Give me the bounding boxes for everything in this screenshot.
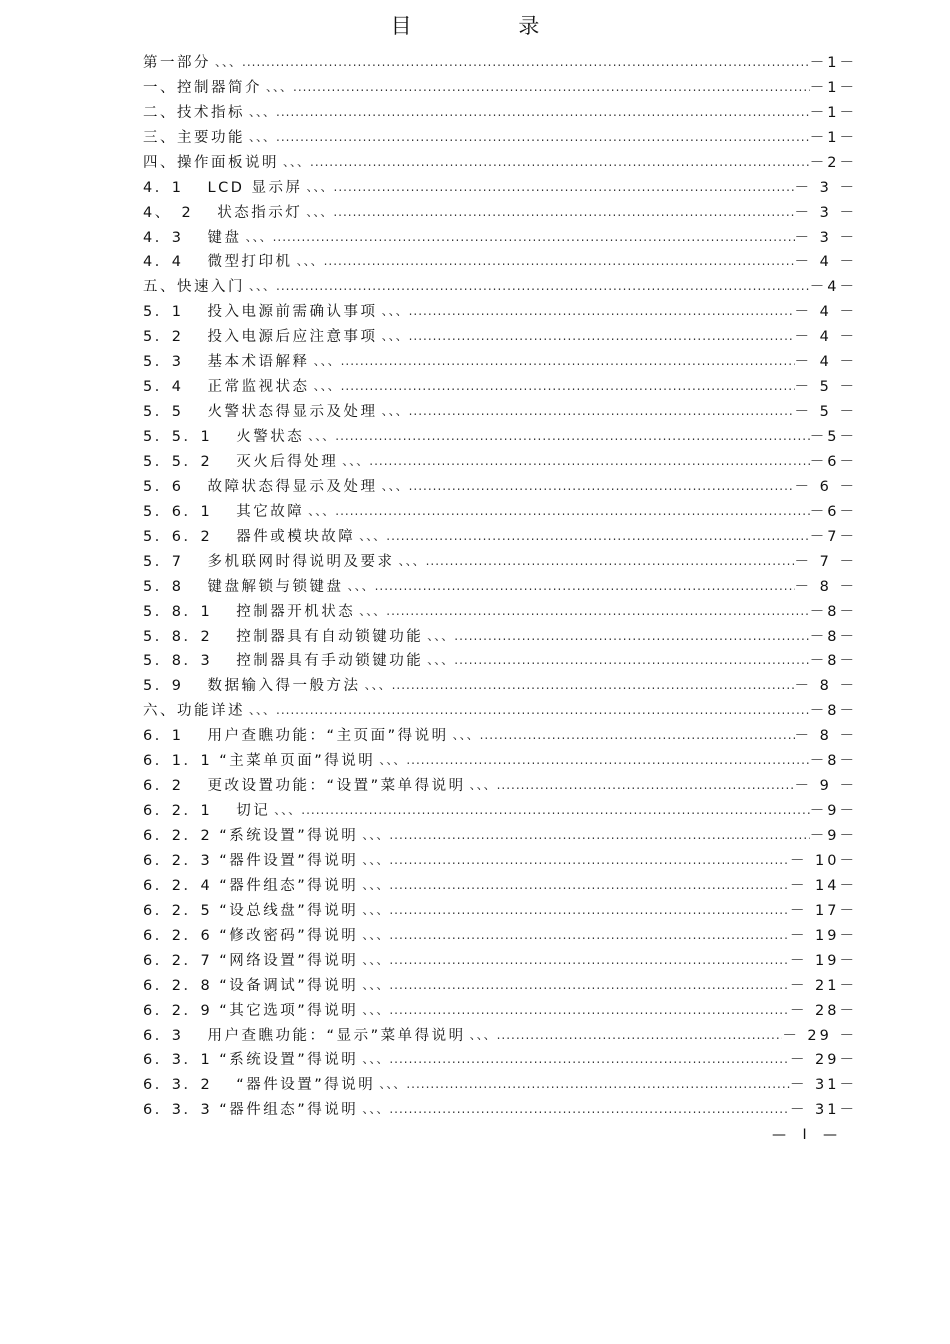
toc-entry[interactable] (143, 772, 863, 797)
toc-dot-leader (293, 252, 795, 269)
page-footer-number: — I — (772, 1127, 844, 1143)
toc-dot-leader (378, 327, 795, 344)
toc-entry[interactable] (143, 423, 863, 448)
toc-dot-leader (423, 627, 809, 644)
toc-entry-page: － 4 － (794, 254, 857, 271)
toc-entry-page: －6－ (809, 503, 857, 520)
toc-entry-page: － 4 － (794, 354, 857, 371)
toc-entry[interactable] (143, 149, 863, 174)
toc-entry-label: 第一部分 (143, 54, 211, 71)
toc-entry-label: 6．2．8 “设备调试”得说明 (143, 977, 359, 994)
toc-dot-leader (270, 801, 809, 818)
toc-dot-leader (358, 951, 790, 968)
toc-entry-page: － 7 － (794, 553, 857, 570)
toc-entry-label: 6．2．4 “器件组态”得说明 (143, 877, 359, 894)
toc-entry[interactable] (143, 1096, 863, 1121)
toc-entry-label: 四、操作面板说明 (143, 154, 279, 171)
toc-entry-page: － 4 － (794, 304, 857, 321)
toc-entry[interactable] (143, 49, 863, 74)
toc-entry[interactable] (143, 598, 863, 623)
table-of-contents (143, 49, 863, 1121)
toc-entry[interactable] (143, 249, 863, 274)
toc-dot-leader (242, 228, 795, 245)
toc-entry[interactable] (143, 498, 863, 523)
toc-entry-page: －2－ (809, 154, 857, 171)
toc-dot-leader (302, 203, 794, 220)
toc-entry[interactable] (143, 373, 863, 398)
toc-entry[interactable] (143, 747, 863, 772)
toc-dot-leader (358, 926, 790, 943)
toc-entry-page: －1－ (809, 54, 857, 71)
toc-entry-label: 5．5．1 火警状态 (143, 429, 305, 446)
toc-entry-label: 5．6．2 器件或模块故障 (143, 528, 356, 545)
toc-entry-page: － 5 － (794, 379, 857, 396)
toc-entry-page: － 5 － (794, 404, 857, 421)
toc-entry-page: － 9 － (794, 778, 857, 795)
toc-dot-leader (375, 1075, 790, 1092)
toc-entry[interactable] (143, 1071, 863, 1096)
toc-entry-label: 6．3．2 “器件设置”得说明 (143, 1077, 376, 1094)
toc-entry-label: 4、 2 状态指示灯 (143, 204, 303, 221)
toc-entry-page: －8－ (809, 603, 857, 620)
toc-entry-page: － 6 － (794, 478, 857, 495)
toc-dot-leader (358, 1100, 790, 1117)
toc-entry-label: 4．4 微型打印机 (143, 254, 293, 271)
toc-entry[interactable] (143, 972, 863, 997)
toc-entry-page: － 8 － (794, 578, 857, 595)
toc-dot-leader (378, 477, 795, 494)
toc-dot-leader (211, 53, 810, 70)
toc-entry-label: 5．9 数据输入得一般方法 (143, 678, 361, 695)
toc-entry-label: 6．2．5 “设总线盘”得说明 (143, 902, 359, 919)
toc-dot-leader (358, 851, 790, 868)
toc-entry-page: －5－ (809, 429, 857, 446)
toc-dot-leader (466, 1026, 783, 1043)
toc-entry-label: 三、主要功能 (143, 129, 245, 146)
toc-entry-label: 5．4 正常监视状态 (143, 379, 310, 396)
toc-entry-page: － 28－ (789, 1002, 857, 1019)
toc-dot-leader (245, 103, 810, 120)
toc-entry-page: － 21－ (789, 977, 857, 994)
toc-entry-page: －9－ (809, 828, 857, 845)
toc-entry-page: － 8 － (794, 678, 857, 695)
toc-entry-label: 5．8．1 控制器开机状态 (143, 603, 356, 620)
toc-dot-leader (310, 377, 795, 394)
toc-dot-leader (245, 277, 810, 294)
toc-entry-label: 二、技术指标 (143, 104, 245, 121)
toc-entry-label: 6．1．1 “主菜单页面”得说明 (143, 753, 376, 770)
toc-entry-page: － 3 － (794, 229, 857, 246)
toc-dot-leader (361, 676, 795, 693)
toc-entry[interactable] (143, 323, 863, 348)
toc-entry[interactable] (143, 523, 863, 548)
toc-dot-leader (304, 502, 809, 519)
toc-entry-label: 6．1 用户查瞧功能：“主页面”得说明 (143, 728, 449, 745)
toc-entry-page: － 10－ (789, 852, 857, 869)
toc-entry[interactable] (143, 623, 863, 648)
toc-dot-leader (338, 452, 809, 469)
toc-entry-label: 6．2．2 “系统设置”得说明 (143, 828, 359, 845)
toc-entry-label: 4．1 LCD 显示屏 (143, 179, 303, 196)
toc-entry-label: 一、控制器简介 (143, 79, 262, 96)
toc-entry-label: 6．3．3 “器件组态”得说明 (143, 1102, 359, 1119)
toc-entry-label: 5．3 基本术语解释 (143, 354, 310, 371)
toc-entry-label: 6．2．6 “修改密码”得说明 (143, 927, 359, 944)
toc-entry-page: － 29 － (782, 1027, 857, 1044)
toc-entry-label: 六、功能详述 (143, 703, 245, 720)
toc-entry-page: －9－ (809, 803, 857, 820)
toc-entry-page: － 31－ (789, 1077, 857, 1094)
toc-entry[interactable] (143, 797, 863, 822)
toc-dot-leader (279, 153, 810, 170)
toc-entry-label: 4．3 键盘 (143, 229, 242, 246)
toc-entry[interactable] (143, 74, 863, 99)
toc-dot-leader (358, 901, 790, 918)
toc-entry-label: 5．6 故障状态得显示及处理 (143, 478, 378, 495)
toc-dot-leader (304, 427, 809, 444)
toc-entry[interactable] (143, 1047, 863, 1072)
toc-dot-leader (358, 826, 809, 843)
toc-entry-label: 5．8 键盘解锁与锁键盘 (143, 578, 344, 595)
toc-entry-page: － 8 － (794, 728, 857, 745)
toc-entry-page: －8－ (809, 653, 857, 670)
toc-entry[interactable] (143, 448, 863, 473)
toc-dot-leader (344, 577, 795, 594)
toc-entry[interactable] (143, 672, 863, 697)
toc-entry[interactable] (143, 722, 863, 747)
toc-entry-page: － 19－ (789, 927, 857, 944)
toc-dot-leader (245, 128, 810, 145)
toc-entry-page: － 3 － (794, 204, 857, 221)
toc-entry-label: 6．2．1 切记 (143, 803, 271, 820)
toc-entry-page: －1－ (809, 129, 857, 146)
toc-entry[interactable] (143, 947, 863, 972)
toc-entry[interactable] (143, 897, 863, 922)
toc-dot-leader (423, 651, 809, 668)
toc-entry-page: －7－ (809, 528, 857, 545)
toc-entry[interactable] (143, 199, 863, 224)
toc-entry[interactable] (143, 697, 863, 722)
toc-dot-leader (378, 402, 795, 419)
toc-entry[interactable] (143, 473, 863, 498)
toc-entry-label: 5．5．2 灭火后得处理 (143, 453, 339, 470)
toc-dot-leader (358, 876, 790, 893)
toc-entry-label: 5．5 火警状态得显示及处理 (143, 404, 378, 421)
toc-entry-label: 五、快速入门 (143, 279, 245, 296)
toc-entry-page: － 29－ (789, 1052, 857, 1069)
toc-entry[interactable] (143, 348, 863, 373)
toc-entry-label: 6．2 更改设置功能：“设置”菜单得说明 (143, 778, 466, 795)
toc-entry-label: 5．6．1 其它故障 (143, 503, 305, 520)
toc-entry-page: －6－ (809, 453, 857, 470)
toc-dot-leader (310, 352, 795, 369)
toc-dot-leader (358, 1001, 790, 1018)
toc-entry-page: －1－ (809, 79, 857, 96)
toc-entry-label: 6．2．7 “网络设置”得说明 (143, 952, 359, 969)
toc-entry-page: － 19－ (789, 952, 857, 969)
toc-dot-leader (355, 527, 809, 544)
toc-entry[interactable] (143, 922, 863, 947)
toc-entry[interactable] (143, 847, 863, 872)
toc-entry-label: 5．1 投入电源前需确认事项 (143, 304, 378, 321)
toc-entry-page: －8－ (809, 753, 857, 770)
toc-entry[interactable] (143, 174, 863, 199)
toc-dot-leader (395, 552, 795, 569)
toc-entry-label: 6．2．9 “其它选项”得说明 (143, 1002, 359, 1019)
toc-entry-page: － 3 － (794, 179, 857, 196)
toc-entry[interactable] (143, 124, 863, 149)
toc-entry-label: 6．2．3 “器件设置”得说明 (143, 852, 359, 869)
toc-dot-leader (375, 751, 809, 768)
toc-entry[interactable] (143, 822, 863, 847)
toc-entry-page: －8－ (809, 628, 857, 645)
toc-entry-page: － 4 － (794, 329, 857, 346)
toc-entry-label: 5．8．2 控制器具有自动锁键功能 (143, 628, 424, 645)
toc-dot-leader (378, 302, 795, 319)
page-title: 目 录 (390, 14, 590, 38)
toc-dot-leader (355, 602, 809, 619)
toc-entry[interactable] (143, 298, 863, 323)
toc-entry-label: 6．3．1 “系统设置”得说明 (143, 1052, 359, 1069)
toc-entry-label: 6．3 用户查瞧功能：“显示”菜单得说明 (143, 1027, 466, 1044)
toc-entry[interactable] (143, 997, 863, 1022)
toc-entry-page: －4－ (809, 279, 857, 296)
toc-dot-leader (303, 178, 795, 195)
toc-entry-page: － 17－ (789, 902, 857, 919)
toc-entry[interactable] (143, 99, 863, 124)
toc-entry[interactable] (143, 1022, 863, 1047)
toc-entry[interactable] (143, 224, 863, 249)
toc-entry[interactable] (143, 273, 863, 298)
toc-dot-leader (262, 78, 810, 95)
toc-entry-page: － 31－ (789, 1102, 857, 1119)
toc-dot-leader (466, 776, 795, 793)
toc-entry[interactable] (143, 573, 863, 598)
toc-dot-leader (245, 701, 810, 718)
toc-dot-leader (358, 1050, 790, 1067)
toc-entry-label: 5．7 多机联网时得说明及要求 (143, 553, 395, 570)
toc-entry[interactable] (143, 398, 863, 423)
toc-entry-label: 5．8．3 控制器具有手动锁键功能 (143, 653, 424, 670)
toc-entry-page: － 14－ (789, 877, 857, 894)
toc-entry-label: 5．2 投入电源后应注意事项 (143, 329, 378, 346)
toc-entry-page: －8－ (809, 703, 857, 720)
toc-dot-leader (358, 976, 790, 993)
toc-entry-page: －1－ (809, 104, 857, 121)
toc-entry[interactable] (143, 648, 863, 673)
toc-entry[interactable] (143, 872, 863, 897)
toc-entry[interactable] (143, 548, 863, 573)
toc-dot-leader (449, 726, 795, 743)
